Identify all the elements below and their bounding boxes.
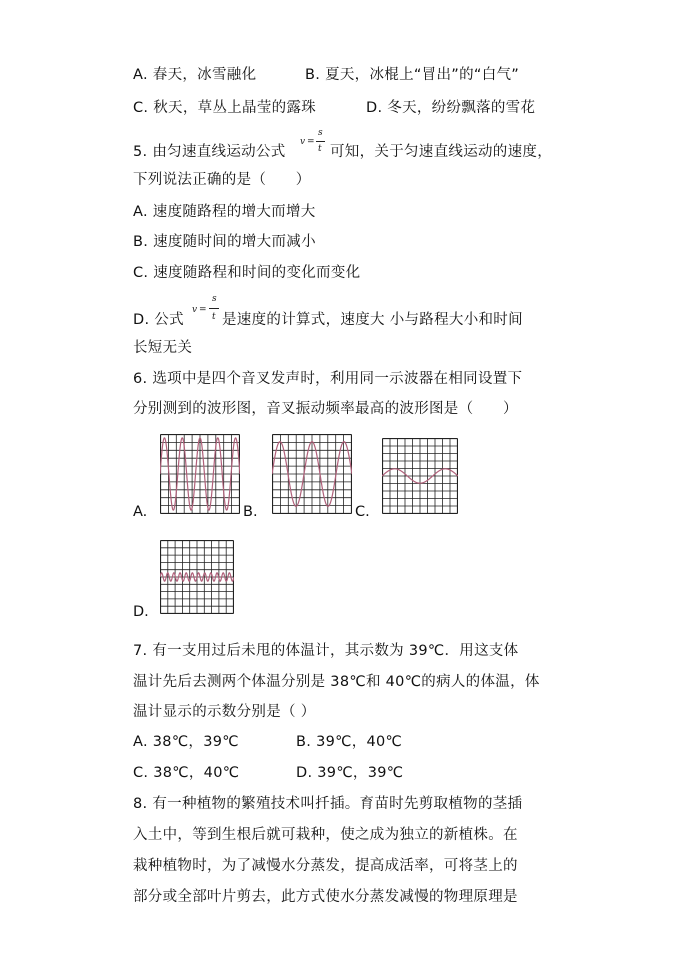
q5-stem-line2: 下列说法正确的是（ ）: [133, 172, 311, 188]
q7-option-c: C. 38℃，40℃: [133, 765, 240, 781]
q5-option-d-prefix: D. 公式: [133, 312, 184, 328]
q5-stem-suffix: 可知，关于匀速直线运动的速度，: [330, 144, 552, 160]
formula-v: v: [300, 137, 306, 147]
q5-option-d-suffix: 是速度的计算式，速度大 小与路程大小和时间: [222, 312, 523, 328]
q5-option-b: B. 速度随时间的增大而减小: [133, 234, 316, 250]
q6-label-c: C.: [355, 504, 370, 520]
formula-equals: =: [307, 137, 315, 147]
formula-numerator: s: [212, 294, 217, 304]
oscilloscope-waveform-a: [160, 434, 240, 514]
q8-line4: 部分或全部叶片剪去，此方式使水分蒸发减慢的物理原理是: [133, 889, 518, 905]
q8-line1: 8. 有一种植物的繁殖技术叫扦插。育苗时先剪取植物的茎插: [133, 796, 523, 812]
q5-stem-prefix: 5. 由匀速直线运动公式: [133, 144, 286, 160]
oscilloscope-waveform-b: [272, 434, 352, 514]
formula-fraction-bar: [209, 308, 219, 309]
formula-v: v: [192, 305, 198, 315]
q8-line3: 栽种植物时，为了减慢水分蒸发，提高成活率，可将茎上的: [133, 858, 518, 874]
formula-numerator: s: [318, 128, 323, 138]
q6-stem-line1: 6. 选项中是四个音叉发声时，利用同一示波器在相同设置下: [133, 371, 523, 387]
formula-denominator: t: [318, 144, 322, 154]
q7-stem-line2: 温计先后去测两个体温分别是 38℃和 40℃的病人的体温，体: [133, 674, 540, 690]
formula-denominator: t: [212, 312, 216, 322]
q7-option-d: D. 39℃，39℃: [296, 765, 404, 781]
q4-option-a: A. 春天，冰雪融化: [133, 67, 257, 83]
q4-option-d: D. 冬天，纷纷飘落的雪花: [366, 100, 536, 116]
q5-option-a: A. 速度随路程的增大而增大: [133, 204, 316, 220]
q4-option-b: B. 夏天，冰棍上“冒出”的“白气”: [305, 67, 520, 83]
q6-stem-line2: 分别测到的波形图，音叉振动频率最高的波形图是（ ）: [133, 401, 518, 417]
formula-equals: =: [199, 305, 207, 315]
q7-stem-line3: 温计显示的示数分别是（ ）: [133, 704, 316, 720]
q8-line2: 入土中，等到生根后就可栽种，使之成为独立的新植株。在: [133, 827, 518, 843]
q6-label-a: A.: [133, 504, 148, 520]
q6-label-d: D.: [133, 604, 149, 620]
oscilloscope-waveform-c: [382, 438, 458, 514]
q7-option-a: A. 38℃，39℃: [133, 734, 239, 750]
q7-option-b: B. 39℃，40℃: [296, 734, 403, 750]
q7-stem-line1: 7. 有一支用过后未甩的体温计，其示数为 39℃．用这支体: [133, 643, 519, 659]
q4-option-c: C. 秋天，草丛上晶莹的露珠: [133, 100, 317, 116]
formula-fraction-bar: [316, 141, 325, 142]
q5-option-d-line2: 长短无关: [133, 340, 193, 356]
q6-label-b: B.: [243, 504, 258, 520]
oscilloscope-waveform-d: [160, 540, 234, 614]
q5-option-c: C. 速度随路程和时间的变化而变化: [133, 265, 361, 281]
